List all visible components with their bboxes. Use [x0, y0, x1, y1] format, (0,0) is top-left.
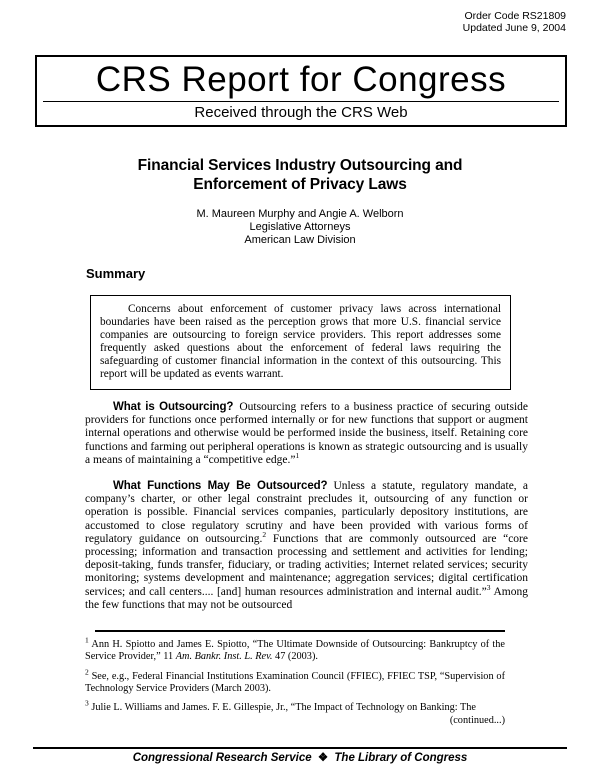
text-segment: Julie L. Williams and James. F. E. Gillespie, Jr., “The Impact of Technology on Banking: The — [88, 702, 477, 714]
text-segment: What is Outsourcing? — [113, 401, 234, 413]
summary-box: Concerns about enforcement of customer privacy laws across international boundaries have been raised as the perception grows that more U.S. financial service companies are outsourcing to foreign service providers. This report addresses some frequently asked questions about the enforcement of federal laws requiring the safeguarding of customer financial information in the context of this outsourcing. This report will be updated as events warrant. — [90, 295, 511, 390]
footnote-continued: (continued...) — [449, 714, 505, 726]
masthead-subtitle: Received through the CRS Web — [194, 104, 408, 121]
summary-heading: Summary — [86, 266, 146, 281]
authors-role: Legislative Attorneys — [249, 221, 351, 233]
footnote-ref: 3 — [85, 698, 89, 708]
footnote-1 — [85, 635, 505, 664]
masthead-title: CRS Report for Congress — [95, 60, 507, 99]
footer-service: Congressional Research Service — [132, 752, 312, 764]
text-segment: Am. Bankr. Inst. L. Rev. — [175, 651, 273, 663]
diamond-icon: ❖ — [317, 752, 329, 764]
report-title-line2: Enforcement of Privacy Laws — [193, 176, 407, 193]
footnote-3 — [85, 698, 505, 714]
paragraph-what-functions-outsourced — [85, 480, 528, 612]
division: American Law Division — [244, 234, 356, 246]
text-segment: 47 (2003). — [272, 651, 318, 663]
text-segment: See, e.g., Federal Financial Institutions Examination Council (FFIEC), FFIEC TSP, “Supervision of Technology Service Providers (March 2003). — [85, 670, 505, 694]
order-code: Order Code RS21809 — [464, 10, 566, 22]
text-segment: What Functions May Be Outsourced? — [113, 480, 328, 493]
authors-block — [0, 208, 600, 247]
text-segment: Unless a statute, regulatory mandate, a company’s charter, or other legal constraint precludes it, outsourcing of any function or operation is possible. Financial services companies, particularly depository institutions, are accustomed to close regulatory scrutiny and have been provided with various forms of regulatory guidance on outsourcing. — [85, 480, 528, 545]
footnote-ref: 3 — [486, 582, 491, 592]
text-segment: Functions that are commonly outsourced are “core processing; information and transaction processing and settlement and activities for lending; deposit-taking, funds transfer, fiduciary, or trading activities; Internet related services; security monitoring; systems development and maintenance; aggregation services; digital certification services; and call centers.... [and] human resources administration and internal audit.” — [85, 532, 528, 598]
paragraph-what-is-outsourcing — [85, 401, 528, 467]
text-segment: Outsourcing refers to a business practice of securing outside providers for functions once performed internally or for new functions that support or augment internal operations and otherwise would be performed inside the business, itself. Retaining core functions and farming out peripheral operations is known as strategic outsourcing and is usually a means of maintaining a “competitive edge.” — [85, 401, 528, 466]
report-title-line1: Financial Services Industry Outsourcing and — [137, 157, 463, 174]
masthead-box — [35, 55, 567, 127]
footnote-ref: 2 — [262, 530, 267, 539]
text-segment: Ann H. Spiotto and James E. Spiotto, “The Ultimate Downside of Outsourcing: Bankruptcy of the Service Provider,” 11 — [85, 639, 505, 663]
footnote-ref: 1 — [85, 635, 89, 645]
footnotes-section — [85, 630, 505, 727]
page-footer — [33, 747, 567, 765]
order-code-block — [0, 0, 600, 34]
updated-date: Updated June 9, 2004 — [462, 22, 566, 34]
footnote-separator — [95, 630, 505, 632]
footnote-2 — [85, 667, 505, 696]
report-title — [0, 156, 600, 194]
text-segment: Among the few functions that may not be outsourced — [85, 585, 528, 611]
footnote-ref: 1 — [295, 450, 300, 460]
footnote-ref: 2 — [85, 667, 89, 677]
footer-library: The Library of Congress — [334, 752, 468, 764]
authors: M. Maureen Murphy and Angie A. Welborn — [196, 208, 404, 220]
